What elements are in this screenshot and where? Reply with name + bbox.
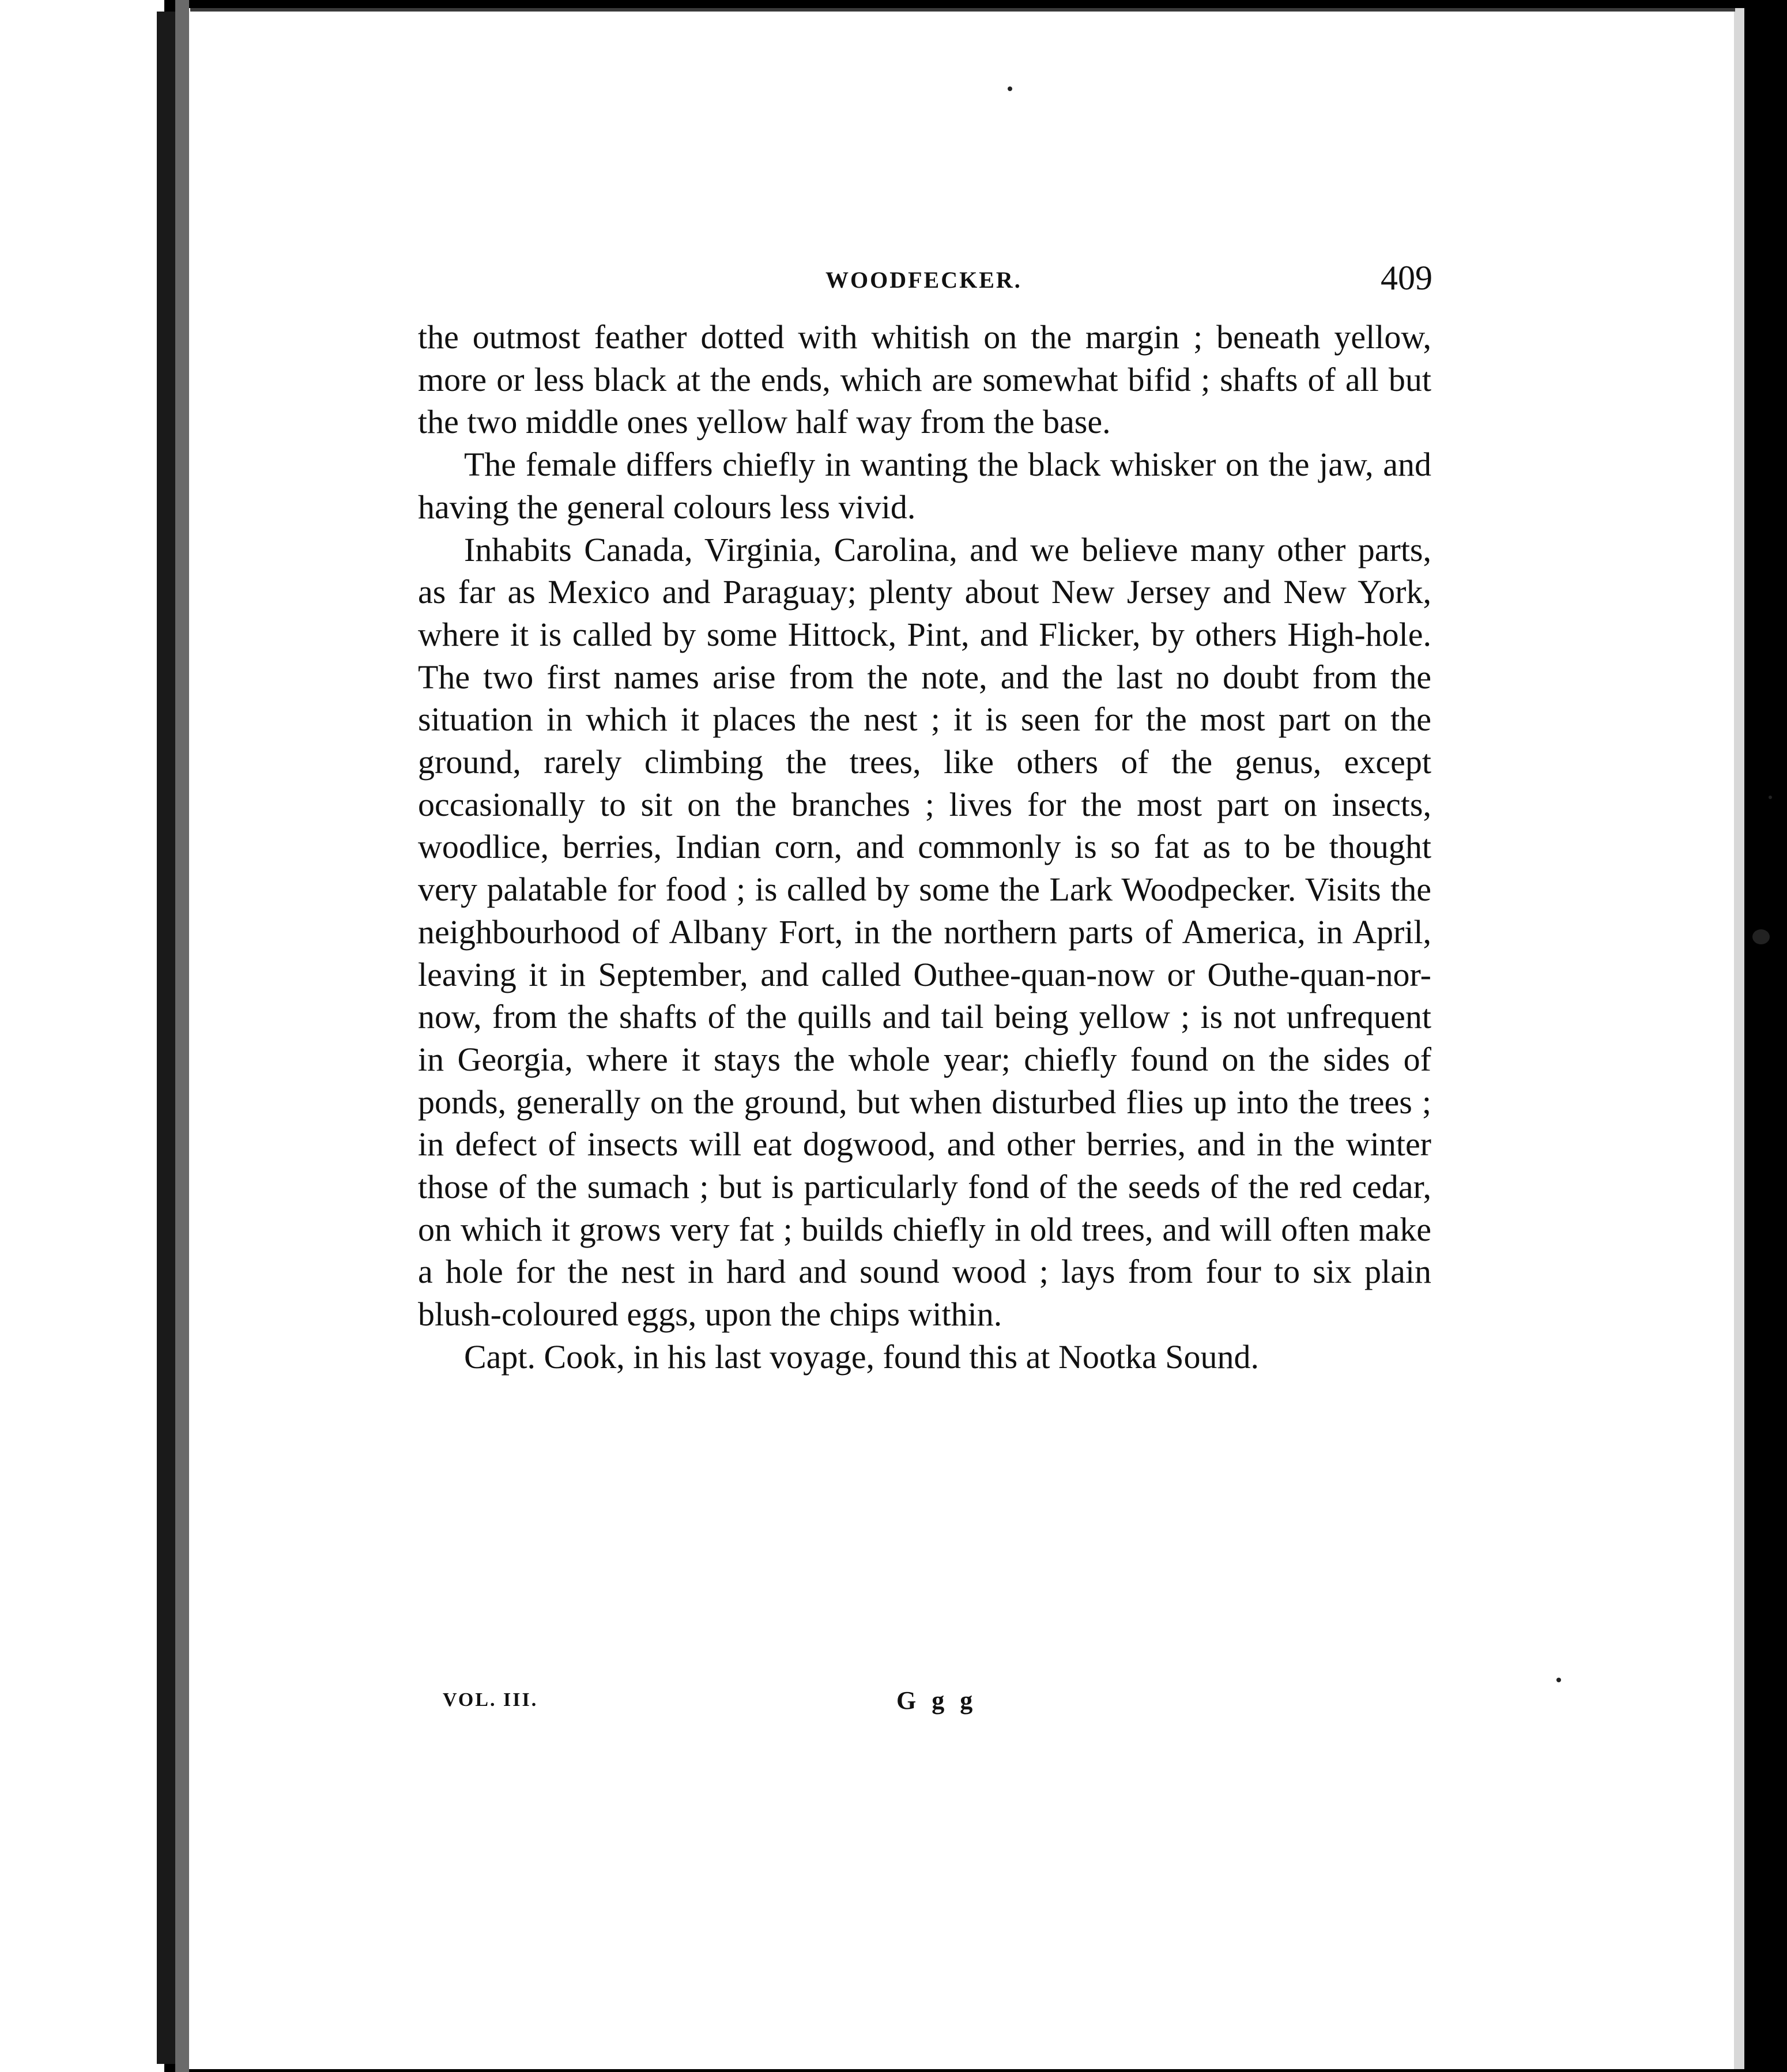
paragraph: The female differs chiefly in wanting the black whisker on the jaw, and having the general colours less vivid.	[418, 446, 1431, 526]
top-edge-rule	[190, 8, 1735, 12]
body-text	[418, 316, 1431, 1378]
volume-label: VOL. III.	[443, 1689, 538, 1711]
left-page-leaf	[0, 0, 164, 2072]
page-edge	[1734, 8, 1744, 2069]
binding-shadow	[157, 12, 175, 2064]
paragraph: the outmost feather dotted with whitish on the margin ; beneath yellow, more or less black at the ends, which are somewhat bifid ; shafts of all but the two middle ones yellow half way from the base.	[418, 318, 1431, 441]
page-number: 409	[1381, 259, 1432, 297]
dust-speck	[1769, 796, 1772, 799]
paragraph: Capt. Cook, in his last voyage, found this at Nootka Sound.	[464, 1338, 1260, 1376]
page-gutter	[175, 0, 189, 2072]
paragraph: Inhabits Canada, Virginia, Carolina, and we believe many other parts, as far as Mexico and Paraguay; plenty about New Jersey and New York, where it is called by some Hittock, Pint, and Flicker, by others High-hole. The two first names arise from the note, and the last no doubt from the situation in which it places the nest ; it is seen for the most part on the ground, rarely climbing the trees, like others of the genus, except occasionally to sit on the branches ; lives for the most part on insects, woodlice, berries, Indian corn, and commonly is so fat as to be thought very palatable for food ; is called by some the Lark Woodpecker. Visits the neighbourhood of Albany Fort, in the northern parts of America, in April, leaving it in September, and called Outhee-quan-now or Outhe-quan-nor-now, from the shafts of the quills and tail being yellow ; is not unfrequent in Georgia, where it stays the whole year; chiefly found on the sides of ponds, generally on the ground, but when disturbed flies up into the trees ; in defect of insects will eat dogwood, and other berries, and in the winter those of the sumach ; but is particularly fond of the seeds of the red cedar, on which it grows very fat ; builds chiefly in old trees, and will often make a hole for the nest in hard and sound wood ; lays from four to six plain blush-coloured eggs, upon the chips within.	[418, 530, 1431, 1333]
running-head: WOODFECKER.	[825, 267, 1022, 293]
dust-speck	[1008, 86, 1012, 91]
dust-speck	[1752, 929, 1770, 944]
dust-speck	[1556, 1678, 1561, 1682]
signature-mark: G g g	[896, 1686, 978, 1715]
